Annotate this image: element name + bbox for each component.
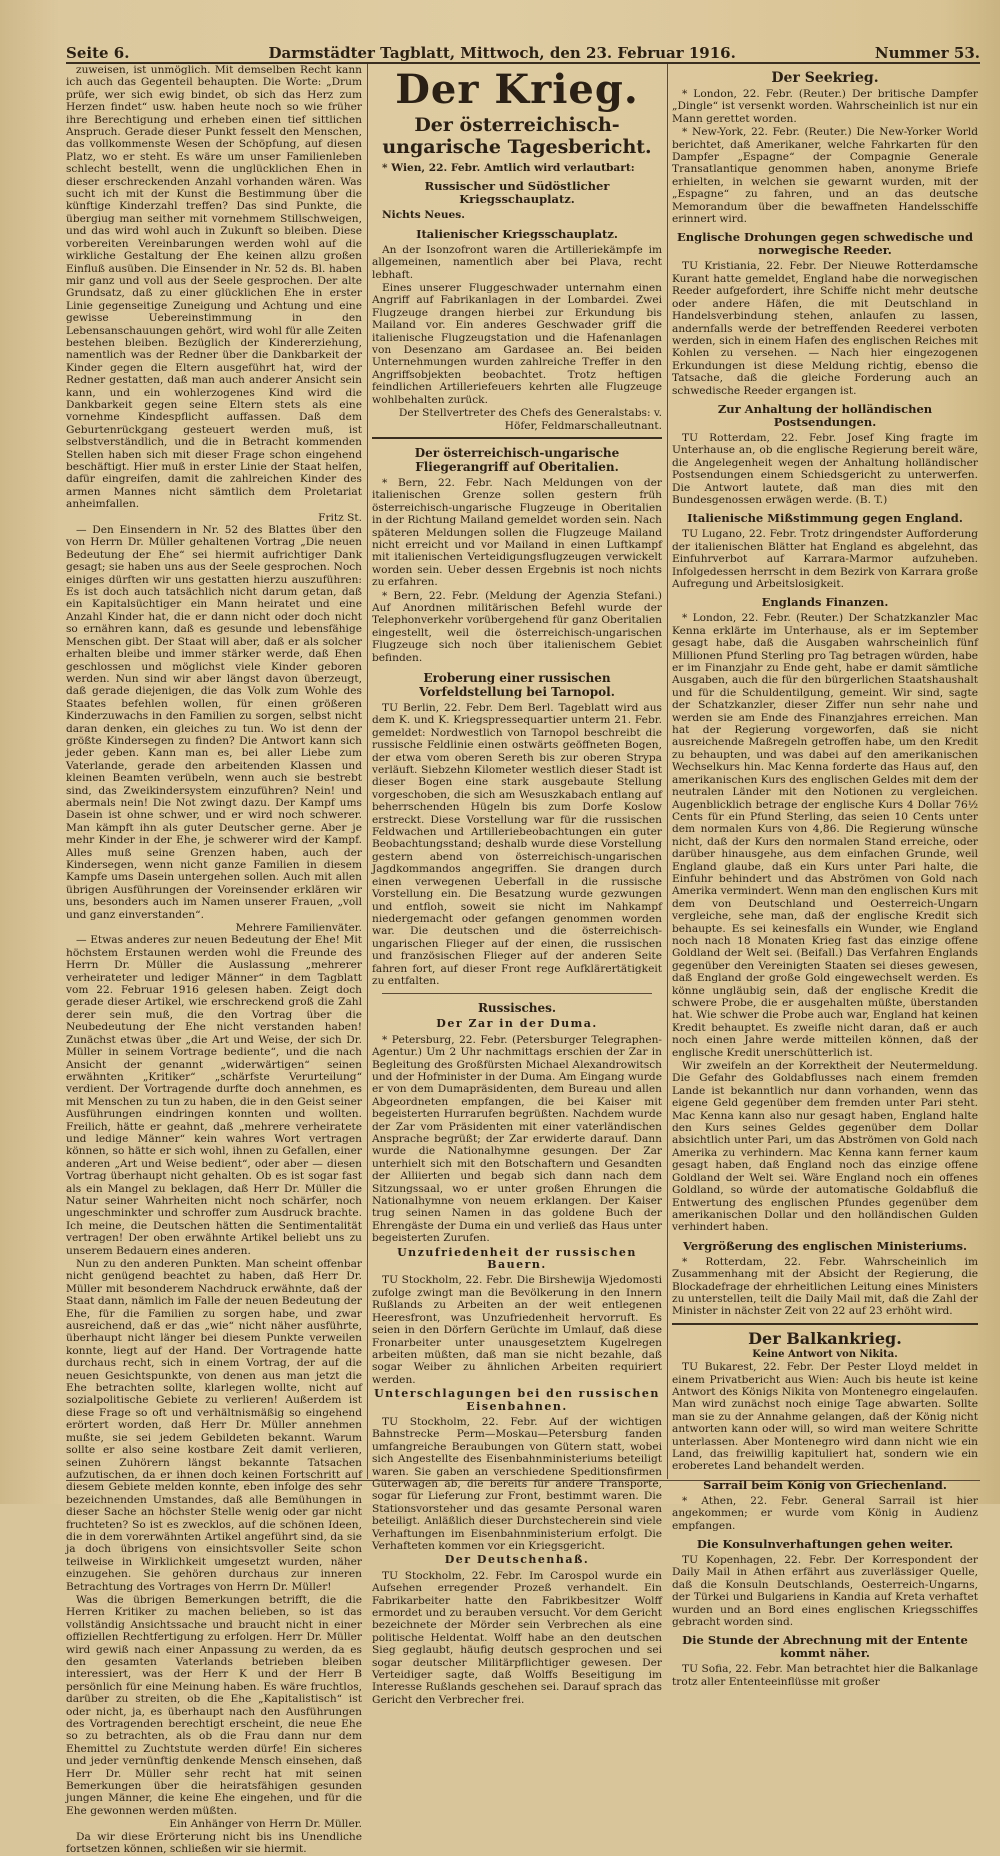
signature: Ein Anhänger von Herrn Dr. Müller. — [169, 1818, 362, 1831]
newspaper-title-date: Darmstädter Tagblatt, Mittwoch, den 23. Februar 1916. — [268, 44, 736, 62]
signature: Der Stellvertreter des Chefs des Generalstabs: v. Höfer, Feldmarschalleutnant. — [398, 407, 662, 432]
paragraph: * Bern, 22. Febr. Nach Meldungen von der italienischen Grenze sollen gestern früh österreichisch-ungarische Flugzeuge in Oberitalien in der Richtung Mailand gemeldet worden sein. Nach späteren Meldungen sollen die Flugzeuge Mailand nicht erreicht und vor Mailand in einen Luftkampf mit italienischen Verteidigungsflugzeugen verwickelt worden sein. Ueber dessen Ergebnis ist noch nichts zu erfahren. — [372, 476, 662, 589]
paragraph: * London, 22. Febr. (Reuter.) Der Schatzkanzler Mac Kenna erklärte im Unterhause, als er im September gesagt habe, daß die Ausgaben wahrscheinlich fünf Millionen Pfund Sterling pro Tag betragen würden, habe er im Finanzjahr zu Ende geht, habe er damit sämtliche Ausgaben, auch die für den bürgerlichen Staatshaushalt und für die Schuldentilgung, gemeint. Wir sind, sagte der Schatzkanzler, dieser Ziffer nun sehr nahe und werden sie am Ende des Finanzjahres erreichen. Man hat der Regierung vorgeworfen, daß sie nicht ausreichende Maßregeln getroffen habe, um den Kredit zu behaupten, und was dabei auf den amerikanischen Wechselkurs hin. Mac Kenna forderte das Haus auf, den amerikanischen Kurs des englischen Geldes mit dem der neutralen Länder mit den Notionen zu vergleichen. Augenblicklich betrage der englische Kurs 4 Dollar 76½ Cents für ein Pfund Sterling, das seien 10 Cents unter dem normalen Kurs von 4,86. Die Regierung wünsche nicht, daß der Kurs den normalen Stand erreiche, oder darüber hinausgehe, aus dem einfachen Grunde, weil England glaube, daß ein Kurs unter Pari halte, die Einfuhr behindert und das Abströmen von Gold nach Amerika vermindert. Wenn man den englischen Kurs mit dem von Deutschland und Oesterreich-Ungarn vergleiche, sehe man, daß der englische Kredit sich behaupte. Es sei keinesfalls ein Wunder, wie England noch nach 18 Monaten Krieg fast das einzige offene Goldland der Welt sei. (Beifall.) Das Verfahren Englands gegenüber den Vereinigten Staaten sei dieses gewesen, daß England der große Gold eingewechselt werden. Es könne ungläubig sein, daß der englische Kredit die schwere Probe, die er ausgehalten müßte, überstanden hat. Wie schwer die Probe auch war, England hat keinen Kredit behauptet. Es zweifle nicht daran, daß er auch noch einen Jahre werde mitteilen können, daß der englische Kredit unerschütterlich ist. — [672, 612, 978, 1059]
section-title: Der Krieg. — [395, 66, 639, 113]
paragraph: TU Sofia, 22. Febr. Man betrachtet hier die Balkanlage trotz aller Ententeeinflüsse mit großer — [672, 1663, 978, 1688]
paragraph: TU Berlin, 22. Febr. Dem Berl. Tageblatt wird aus dem K. und K. Kriegspressequartier unterm 21. Febr. gemeldet: Nordwestlich von Tarnopol beschreibt die russische Feldlinie einen ostwärts geöffneten Bogen, der etwa vom oberen Sereth bis zur oberen Strypa verläuft. Siebzehn Kilometer westlich dieser Stadt ist dieser Bogen eine stark ausgebaute Stellung vorgeschoben, die sich am Wesuszkabach entlang auf beherrschenden Hügeln bis zum Dorfe Koslow erstreckt. Diese Vorstellung war für die russischen Feldwachen und Artilleriebeobachtungen ein guter Beobachtungsstand; deshalb wurde diese Vorstellung gestern abend von österreichisch-ungarischen Jagdkommandos angegriffen. Sie drangen durch einen verwegenen Ueberfall in die russische Vorstellung ein. Die Besatzung wurde gezwungen und entfloh, soweit sie nicht im Nahkampf niedergemacht oder gefangen genommen worden war. Die deutschen und die österreichisch-ungarischen Flieger auf der einen, die russischen und französischen Flieger auf der anderen Seite fahren fort, auf dieser Front rege Aufklärertätigkeit zu entfalten. — [372, 702, 662, 987]
dateline: * Wien, 22. Febr. Amtlich wird verlautbart: — [382, 162, 635, 174]
headline: Der österreichisch-ungarische Fliegerangriff auf Oberitalien. — [414, 445, 620, 474]
column-rule — [367, 64, 368, 1479]
paragraph: * Bern, 22. Febr. (Meldung der Agenzia Stefani.) Auf Anordnen militärischen Befehl wurde der Telephonverkehr vorübergehend für ganz Oberitalien eingestellt, weil die österreichisch-ungarischen Flugzeuge sich noch über italienischem Gebiet befinden. — [372, 589, 662, 664]
headline: Vergrößerung des englischen Ministeriums. — [682, 1238, 968, 1253]
headline: Englands Finanzen. — [761, 595, 889, 610]
paragraph: — Den Einsendern in Nr. 52 des Blattes über den von Herrn Dr. Müller gehaltenen Vortrag „Die neuen Bedeutung der Ehe“ sei hiermit aufrichtiger Dank gesagt; sie haben uns aus der Seele gesprochen. Noch einiges dürften wir uns gestatten hierzu auszuführen: Es ist doch auch tatsächlich nicht darum getan, daß ein Kapitalsüchtiger ein Mann heiratet und eine Anzahl Kinder hat, die er dann nicht oder doch nicht so ernähren kann, daß es gesunde und lebensfähige Menschen gibt. Der Staat will aber, daß er als solcher erhalten bleibe und immer stärker werde, daß Ehen geschlossen und möglichst viele Kinder geboren werden. Nun sind wir aber längst davon überzeugt, daß gerade diejenigen, die das Volk zum Wohle des Staates befehlen wollen, für einen größeren Kinderzuwachs in den Familien zu sorgen, selbst nicht daran denken, ein gleiches zu tun. Wo ist denn der größte Kindersegen zu finden? Die Antwort kann sich jeder geben. Kann man es, bei aller Liebe zum Vaterlande, gerade den arbeitenden Klassen und kleinen Beamten verübeln, wenn auch sie bestrebt sind, das Zweikindersystem einzuführen? Nein! und abermals nein! Die Not zwingt dazu. Der Kampf ums Dasein ist ohne schwer, und er wird noch schwerer. Man kämpft ihn als guter Deutscher gerne. Aber je mehr Kinder in der Ehe, je schwerer wird der Kampf. Alles muß seine Grenzen haben, auch der Kindersegen, wenn nicht ganze Familien in diesem Kampfe ums Dasein untergehen sollen. Auch mit allen übrigen Ausführungen der Voreinsender erklären wir uns, besonders auch im Namen unserer Frauen, „voll und ganz einverstanden“. — [66, 524, 362, 921]
divider — [372, 437, 662, 439]
paragraph: TU Stockholm, 22. Febr. Im Carospol wurde ein Aufsehen erregender Prozeß verhandelt. Ein Fabrikarbeiter hatte den Fabrikbesitzer Wolff ermordet und zu berauben versucht. Vor dem Gericht bezeichnete der Mörder sein Verbrechen als eine politische Heldentat. Wolff habe an den deutschen Sieg geglaubt, häufig deutsch gesprochen und sei sogar deutscher Militärpflichtiger gewesen. Der Verteidiger sagte, daß Wolffs Beseitigung im Interesse Rußlands geschehen sei. Darauf sprach das Gericht den Verbrecher frei. — [372, 1569, 662, 1706]
headline: Russisches. — [477, 1001, 557, 1016]
subheadline: Der Zar in der Duma. — [436, 1017, 598, 1031]
headline: Eroberung einer russischen Vorfeldstellung bei Tarnopol. — [419, 671, 615, 699]
paragraph: * London, 22. Febr. (Reuter.) Der britische Dampfer „Dingle“ ist versenkt worden. Wahrscheinlich ist nur ein Mann gerettet worden. — [672, 88, 978, 125]
issue-number: Nummer 53. — [874, 44, 980, 62]
signature: Mehrere Familienväter. — [235, 922, 362, 935]
paragraph: TU Lugano, 22. Febr. Trotz dringendster Aufforderung der italienischen Blätter hat England es abgelehnt, das Einfuhrverbot auf Karrara-Marmor aufzuheben. Infolgedessen herrscht in dem Bezirk von Karrara große Aufregung und Arbeitslosigkeit. — [672, 528, 978, 590]
signature: Fritz St. — [318, 511, 362, 524]
paragraph: * Petersburg, 22. Febr. (Petersburger Telegraphen-Agentur.) Um 2 Uhr nachmittags erschien der Zar in Begleitung des Großfürsten Michael Alexandrowitsch und der Hofminister in der Duma. Am Eingang wurde er von dem Dumapräsidenten, dem Bureau und allen Abgeordneten empfangen, die bei Kaiser mit begeisterten Hurrarufen begrüßten. Nachdem wurde der Zar vom Präsidenten mit einer vaterländischen Ansprache begrüßt; der Zar erwiderte darauf. Dann wurde die Nationalhymne gesungen. Der Zar unterhielt sich mit den Botschaftern und Gesandten der Alliierten und begab sich dann nach dem Sitzungssaal, wo er unter großen Ehrungen die Nationalhymne von neuem erklangen. Der Kaiser trug seinen Namen in das goldene Buch der Ehrengäste der Duma ein und verließ das Haus unter begeisterten Zurufen. — [372, 1033, 662, 1245]
paragraph: — Etwas anderes zur neuen Bedeutung der Ehe! Mit höchstem Erstaunen werden wohl die Freunde des Herrn Dr. Müller die Auslassung „mehrerer verheirateter und lediger Männer“ in dem Tagblatt vom 22. Februar 1916 gelesen haben. Zeigt doch gerade dieser Artikel, wie erschreckend groß die Zahl derer sein muß, die den Vortrag über die Neubedeutung der Ehe nicht verstanden haben! Zunächst etwas über „die Art und Weise, der sich Dr. Müller in seinem Vortrage bediente“, und die nach Ansicht der genannt „widerwärtigen“ seinen erwähnten „Kritiker“ „schärfste Verurteilung“ verdient. Der Vortragende durfte doch annehmen, es mit Menschen zu tun zu haben, die in den Geist seiner Ausführungen eindringen konnten und wollten. Freilich, hätte er geahnt, daß „mehrere verheiratete und ledige Männer“ kein wahres Wort vertragen können, so hätte er sich wohl, ihnen zu Gefallen, einer anderen „Art und Weise bedient“, oder aber — diesen Vortrag überhaupt nicht gehalten. Ob es ist sogar fast als ein Mangel zu beklagen, daß Herr Dr. Müller die Natur seiner Wahrheiten nicht noch schärfer, noch ungeschminkter und schroffer zum Ausdruck brachte. Ich meine, die Deutschen hätten die Sentimentalität vertragen! Der oben erwähnte Artikel beliebt uns zu unserem Bedauern eines anderen. — [66, 934, 362, 1257]
paragraph: TU Stockholm, 22. Febr. Die Birshewija Wjedomosti zufolge zwingt man die Bevölkerung in den Innern Rußlands zu Arbeiten an der weit entlegenen Heeresfront, was Unzufriedenheit hervorruft. Es seien in den Dörfern Gerüchte im Umlauf, daß diese Fronarbeiter unter unausgesetztem Kugelregen arbeiten müßten, daß man sie nicht bezahle, daß sogar Weiber zu ähnlichen Arbeiten requiriert werden. — [372, 1274, 662, 1386]
headline: Zur Anhaltung der holländischen Postsendungen. — [717, 401, 933, 429]
paragraph: Nun zu den anderen Punkten. Man scheint offenbar nicht genügend beachtet zu haben, daß Herr Dr. Müller mit besonderem Nachdruck erwähnte, daß der Staat dann, nämlich im Falle der neuen Bedeutung der Ehe, für die Familien zu sorgen habe, und zwar ausreichend, daß er das „wie“ nicht näher ausführte, überhaupt nicht länger bei diesem Punkte verweilen konnte, liegt auf der Hand. Der Vortragende hatte durchaus recht, sich in einem Vortrag, der auf die neuen Gesichtspunkte, von denen aus man jetzt die Ehe betrachten sollte, klarlegen wollte, nicht auf sozialpolitische Gebiete zu verlieren! Außerdem ist diese Frage so oft und verhältnismäßig so eingehend erörtert worden, daß Herr Dr. Müller annehmen mußte, sie sei jedem Gebildeten bekannt. Warum sollte er also seine kostbare Zeit damit verlieren, seinen Zuhörern längst bekannte Tatsachen aufzutischen, da er ihnen doch keinen Fortschritt auf diesem Gebiete melden konnte, eben infolge des sehr bezeichnenden Umstandes, daß alle Bemühungen in dieser Sache an höchster Stelle wenig oder gar nicht fruchteten? So ist es zwecklos, auf die schönen Ideen, die in dem vorerwähnten Artikel angeführt sind, da sie ja doch übrigens von einsichtsvoller Seite schon teilweise in Wirklichkeit umgesetzt wurden, näher einzugehen. Sie gehören durchaus zur inneren Betrachtung des Vortrages von Herrn Dr. Müller! — [66, 1258, 362, 1593]
headline: Englische Drohungen gegen schwedische und norwegische Reeder. — [676, 230, 974, 258]
paragraph: * New-York, 22. Febr. (Reuter.) Die New-Yorker World berichtet, daß Amerikaner, welche Fahrkarten für den Dampfer „Espagne“ der Compagnie Generale Transatlantique genommen haben, anonyme Briefe erhielten, in welchen sie gewarnt wurden, mit der „Espagne“ zu fahren, und an das deutsche Memorandum über die bewaffneten Handelsschiffe erinnert wird. — [672, 126, 978, 226]
subheadline: Keine Antwort von Nikita. — [752, 1348, 898, 1360]
headline: Der österreichisch-ungarische Tagesbericht. — [382, 114, 652, 158]
paragraph: * Athen, 22. Febr. General Sarrail ist hier angekommen; er wurde vom König in Audienz empfangen. — [672, 1494, 978, 1532]
paragraph: TU Kopenhagen, 22. Febr. Der Korrespondent der Daily Mail in Athen erfährt aus zuverlässiger Quelle, daß die Konsuln Deutschlands, Oesterreich-Ungarns, der Türkei und Bulgariens in Kandia auf Kreta verhaftet wurden und an Bord eines englischen Kriegsschiffes gebracht worden sind. — [672, 1554, 978, 1629]
subheadline: Unterschlagungen bei den russischen Eisenbahnen. — [374, 1387, 660, 1413]
paragraph: TU Bukarest, 22. Febr. Der Pester Lloyd meldet in einem Privatbericht aus Wien: Auch bis heute ist keine Antwort des Königs Nikita von Montenegro eingelaufen. Man wird zunächst noch einige Tage abwarten. Sollte man sie zu der Annahme gelangen, daß der König nicht antworten kann oder will, so wird man weitere Schritte unterlassen. Aber Montenegro wird dann nicht wie ein Land, das freiwillig kapituliert hat, sondern wie ein eroberetes Land behandelt werden. — [672, 1361, 978, 1473]
headline: Der Seekrieg. — [771, 70, 879, 86]
paragraph: TU Kristiania, 22. Febr. Der Nieuwe Rotterdamsche Kurant hatte gemeldet, England habe die norwegischen Reeder aufgefordert, ihre Schiffe nicht mehr deutsche oder andere Häfen, die mit Deutschland in Handelsverbindung stehen, anlaufen zu lassen, andernfalls werde der betreffenden Reederei verboten werden, sich in einem Hafen des englischen Reiches mit Kohlen zu versehen. — Nach hier eingezogenen Erkundungen ist diese Meldung richtig, ebenso die Tatsache, daß die gleiche Forderung auch an schwedische Reeder ergangen ist. — [672, 260, 978, 397]
headline: Italienische Mißstimmung gegen England. — [687, 511, 963, 526]
divider — [672, 1323, 978, 1325]
headline: Italienischer Kriegsschauplatz. — [416, 226, 618, 241]
paragraph: TU Rotterdam, 22. Febr. Josef King fragte im Unterhause an, ob die englische Regierung bereit wäre, die Angelegenheit wegen der Anhaltung holländischer Postsendungen einem Schiedsgericht zu unterwerfen. Die Antwort lautete, daß man dies mit den Bundesgenossen erwägen werde. (B. T.) — [672, 431, 978, 506]
headline: Sarrail beim König von Griechenland. — [703, 1477, 947, 1492]
paragraph: Nichts Neues. — [382, 209, 465, 222]
paragraph: TU Stockholm, 22. Febr. Auf der wichtigen Bahnstrecke Perm—Moskau—Petersburg fanden umfangreiche Beraubungen von Gütern statt, wobei sich Angestellte des Eisenbahnministeriums beteiligt waren. Sie gaben an verschiedene Speditionsfirmen Güterwagen ab, die bereits für andere Transporte, sogar für Lieferung zur Front, bestimmt waren. Die Stationsvorsteher und das gesamte Personal waren beteiligt. Anläßlich dieser Durchstecherein sind viele Verhaftungen im Eisenbahnministerium erfolgt. Die Verhafteten kommen vor ein Kriegsgericht. — [372, 1415, 662, 1552]
headline: Die Stunde der Abrechnung mit der Entente kommt näher. — [682, 1633, 968, 1661]
paragraph: An der Isonzofront waren die Artilleriekämpfe im allgemeinen, namentlich aber bei Plava, recht lebhaft. — [372, 243, 662, 281]
masthead — [66, 40, 980, 64]
bottom-rule — [66, 1480, 980, 1481]
subheadline: Unzufriedenheit der russischen Bauern. — [397, 1245, 637, 1272]
column-war — [372, 64, 662, 1706]
column-rule — [667, 64, 668, 1479]
page-number: Seite 6. — [66, 44, 130, 62]
column-letters — [66, 64, 362, 1856]
headline: Der Balkankrieg. — [748, 1328, 902, 1348]
paragraph: Wir zweifeln an der Korrektheit der Neutermeldung. Die Gefahr des Goldabflusses nach einem fremden Lande ist bekanntlich nur dann vorhanden, wenn das eigene Geld gegenüber dem fremden unter Pari steht. Mac Kenna kann also nur gesagt haben, England halte den Kurs seines Geldes gegenüber dem Dollar absichtlich unter Pari, um das Abströmen von Gold nach Amerika zu verhindern. Mac Kenna kann ferner kaum gesagt haben, daß England noch das einzige offene Goldland der Welt sei. Wäre England noch ein offenes Goldland, so würde der automatische Goldabfluß die Entwertung des englischen Pfundes gegenüber dem amerikanischen Dollar und den holländischen Gulden verhindert haben. — [672, 1060, 978, 1234]
headline: Die Konsulnverhaftungen gehen weiter. — [696, 1537, 954, 1552]
paragraph: Was die übrigen Bemerkungen betrifft, die die Herren Kritiker zu machen belieben, so ist das vollständig Ansichtssache und braucht nicht in einer offiziellen Rechtfertigung zu erfolgen. Herr Dr. Müller wird gewiß nach einer Anpassung zu werden, da es den gesamten Vaterlands betrieben bleiben interessiert, was der Herr K und der Herr B persönlich für eine Meinung haben. Es wäre fruchtlos, darüber zu streiten, ob die Ehe „Kapitalistisch“ ist oder nicht, ja, es überhaupt nach den Ausführungen des Vortragenden berechtigt erscheint, die neue Ehe so zu betrachten, als ob die Frau dann nur dem Ehemittel zu Zuchtstute werden dürfe! Ein sicheres und jeder vernünftig denkende Mensch einsehen, daß Herr Dr. Müller sehr recht hat mit seinen Bemerkungen über die heiratsfähigen gesunden jungen Männer, die keine Ehe eingehen, und für die Ehe gewonnen werden müßten. — [66, 1593, 362, 1817]
column-sea-war — [672, 64, 978, 1688]
subheadline: Der Deutschenhaß. — [444, 1553, 590, 1567]
headline: Russischer und Südöstlicher Kriegsschauplatz. — [424, 179, 610, 207]
paragraph: * Rotterdam, 22. Febr. Wahrscheinlich im Zusammenhang mit der Absicht der Regierung, die Blockadefrage der ehrheitlichen Leitung eines Ministers zu unterstellen, teilt die Daily Mail mit, daß die Zahl der Minister in nächster Zeit von 22 auf 23 erhöht wird. — [672, 1255, 978, 1318]
paragraph: zuweisen, ist unmöglich. Mit demselben Recht kann ich auch das Gegenteil behaupten. Die Worte: „Drum prüfe, wer sich ewig bindet, ob sich das Herz zum Herzen findet“ usw. haben heute noch so wie früher ihre Berechtigung und erheben einen tief sittlichen Anspruch. Gerade dieser Punkt fesselt den Menschen, das vollkommenste Wesen der Schöpfung, auf diesen Platz, wo er steht. Es wäre um unser Familienleben schlecht bestellt, wenn die unglücklichen Ehen in dieser erschreckenden Anzahl vorhanden wären. Was sucht ich mit der Kunst die Bestimmung über die künftige Kinderzahl treffen? Das sind Punkte, die übergiug man seither mit vornehmem Stillschweigen, und das wird wohl auch in Zukunft so bleiben. Diese vorbereiten Vereinbarungen werden wohl auf die wirkliche Gestaltung der Ehe keinen allzu großen Einfluß ausüben. Die Einsender in Nr. 52 ds. Bl. haben mir ganz und voll aus der Seele gesprochen. Der alte Grundsatz, daß zu einer glücklichen Ehe in erster Linie gegenseitige Zuneigung und Achtung und eine gewisse Uebereinstimmung in den Lebensanschauungen gehört, wird wohl für alle Zeiten bestehen bleiben. Bezüglich der Kindererziehung, namentlich was der Redner über die Dankbarkeit der Kinder gegen die Eltern ausgeführt hat, wird der Redner gestatten, daß man auch anderer Ansicht sein kann, und ein wohlerzogenes Kind wird die Dankbarkeit gegen seine Eltern stets als eine vornehme Kindespflicht auffassen. Daß dem Geburtenrückgang gesteuert werden muß, ist selbstverständlich, und die in Betracht kommenden Stellen haben sich mit dieser Frage schon eingehend beschäftigt. Hier muß in erster Linie der Staat helfen, dafür eingreifen, damit die zahlreichen Kinder des armen Mannes nicht sämtlich dem Proletariat anheimfallen. — [66, 64, 362, 511]
divider — [382, 993, 652, 994]
paragraph: Da wir diese Erörterung nicht bis ins Unendliche fortsetzen können, schließen wir sie hiermit. — [66, 1830, 362, 1856]
paragraph: Eines unserer Fluggeschwader unternahm einen Angriff auf Fabrikanlagen in der Lombardei. Zwei Flugzeuge drangen hierbei zur Erkundung bis Mailand vor. Ein anderes Geschwader griff die italienische Flugzeugstation und die Hafenanlagen von Desenzano am Gardasee an. Bei beiden Unternehmungen wurden zahlreiche Treffer in den Angriffsobjekten beobachtet. Trotz heftigen feindlichen Artilleriefeuers kehrten alle Flugzeuge wohlbehalten zurück. — [372, 282, 662, 406]
